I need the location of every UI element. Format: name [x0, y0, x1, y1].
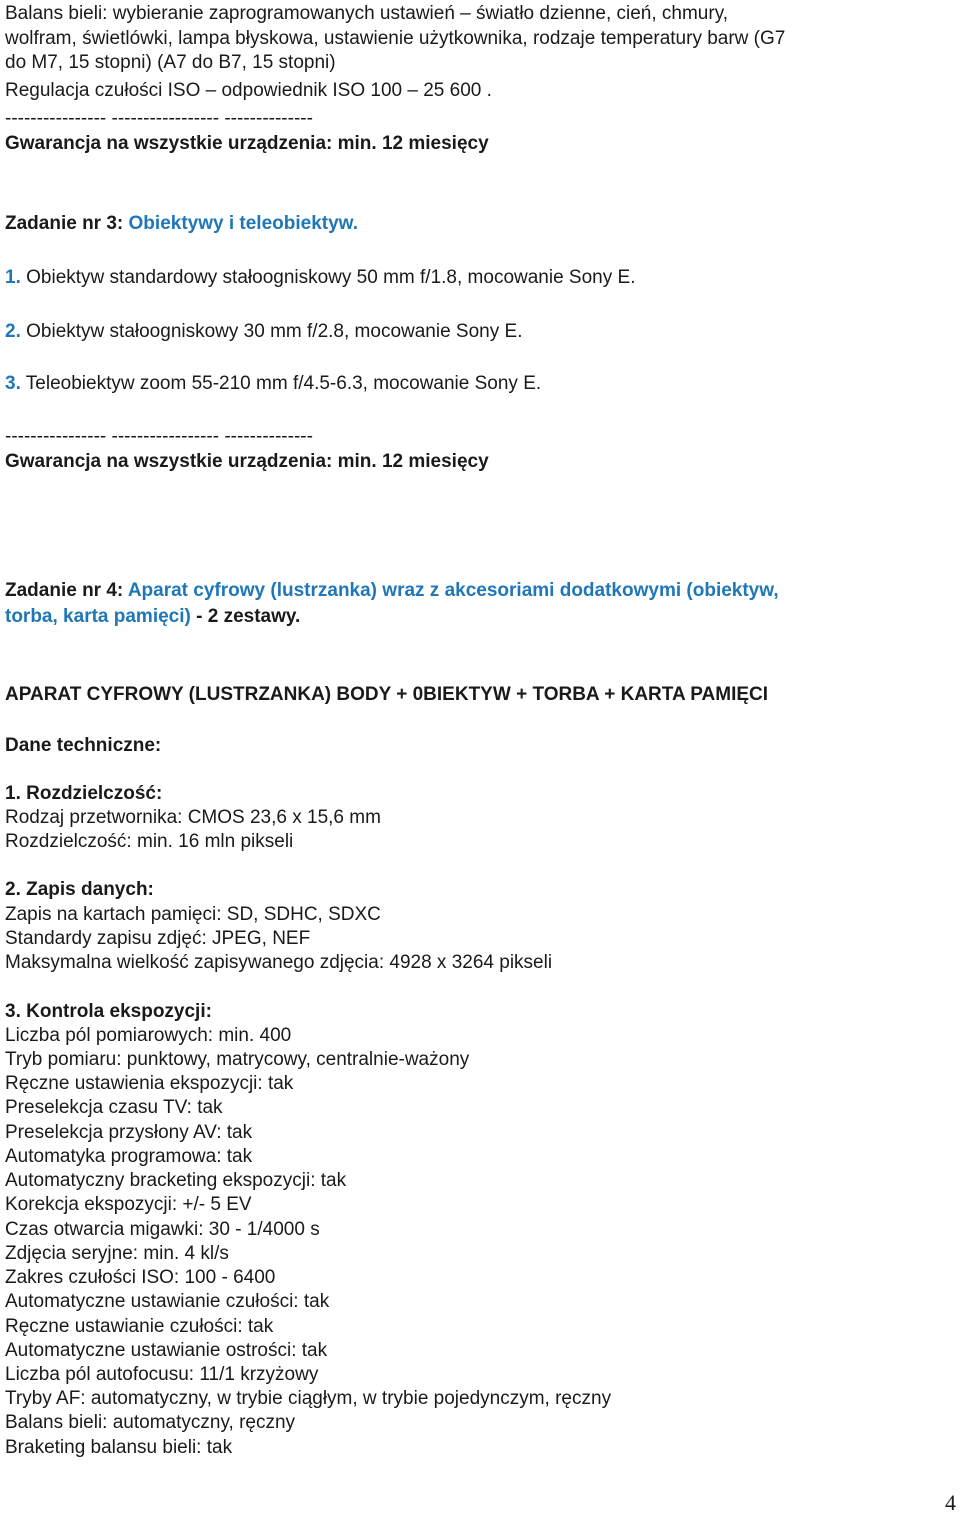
section-title: Rozdzielczość: [26, 783, 163, 804]
task3-label: Zadanie nr 3: [5, 213, 129, 234]
spec-line: Maksymalna wielkość zapisywanego zdjęcia: 4928 x 3264 pikseli [5, 952, 553, 973]
section-number: 3. [5, 1001, 27, 1022]
spec-line: Preselekcja czasu TV: tak [5, 1097, 223, 1118]
task3-item-2 [5, 320, 522, 344]
task3-item-text: Teleobiektyw zoom 55-210 mm f/4.5-6.3, mocowanie Sony E. [20, 373, 542, 394]
spec-line: Ręczne ustawienia ekspozycji: tak [5, 1073, 294, 1094]
task4-heading-line-1 [5, 579, 779, 603]
spec-line: Preselekcja przysłony AV: tak [5, 1122, 253, 1143]
spec-line: Tryby AF: automatyczny, w trybie ciągłym, w trybie pojedynczym, ręczny [5, 1388, 612, 1409]
section-title: Kontrola ekspozycji: [26, 1001, 212, 1022]
task4-label: Zadanie nr 4: [5, 580, 128, 601]
section-number: 2. [5, 879, 27, 900]
separator-2: ---------------- ----------------- -------------- [5, 426, 313, 447]
spec-line: Tryb pomiaru: punktowy, matrycowy, centralnie-ważony [5, 1049, 470, 1070]
spec-line: Rozdzielczość: min. 16 mln pikseli [5, 831, 294, 852]
section-3-title [5, 1000, 212, 1024]
spec-line: Braketing balansu bieli: tak [5, 1437, 233, 1458]
spec-line: Liczba pól pomiarowych: min. 400 [5, 1025, 292, 1046]
spec-line: Standardy zapisu zdjęć: JPEG, NEF [5, 928, 311, 949]
task3-item-number: 1. [5, 267, 21, 288]
task4-title-line-2: torba, karta pamięci) [5, 606, 191, 627]
spec-line: Automatyka programowa: tak [5, 1146, 253, 1167]
intro-line-1: Balans bieli: wybieranie zaprogramowanych ustawień – światło dzienne, cień, chmury, [5, 3, 729, 24]
spec-line: Czas otwarcia migawki: 30 - 1/4000 s [5, 1219, 320, 1240]
spec-line: Korekcja ekspozycji: +/- 5 EV [5, 1194, 252, 1215]
spec-line: Automatyczne ustawianie ostrości: tak [5, 1340, 328, 1361]
section-1-title [5, 782, 162, 806]
spec-line: Zapis na kartach pamięci: SD, SDHC, SDXC [5, 904, 381, 925]
task3-item-3 [5, 372, 541, 396]
spec-line: Zakres czułości ISO: 100 - 6400 [5, 1267, 276, 1288]
spec-line: Zdjęcia seryjne: min. 4 kl/s [5, 1243, 229, 1264]
page-number: 4 [945, 1490, 956, 1515]
task4-heading-line-2 [5, 605, 300, 629]
spec-line: Ręczne ustawianie czułości: tak [5, 1316, 274, 1337]
intro-line-2: wolfram, świetlówki, lampa błyskowa, ustawienie użytkownika, rodzaje temperatury barw (G7 [5, 28, 786, 49]
section-title: Zapis danych: [26, 879, 154, 900]
task4-suffix: - 2 zestawy. [190, 606, 301, 627]
task3-item-text: Obiektyw standardowy stałoogniskowy 50 mm f/1.8, mocowanie Sony E. [20, 267, 636, 288]
task4-title-line-1: Aparat cyfrowy (lustrzanka) wraz z akcesoriami dodatkowymi (obiektyw, [127, 580, 779, 601]
spec-line: Balans bieli: automatyczny, ręczny [5, 1412, 296, 1433]
task3-item-number: 2. [5, 321, 21, 342]
intro-line-3: do M7, 15 stopni) (A7 do B7, 15 stopni) [5, 52, 336, 73]
spec-line: Liczba pól autofocusu: 11/1 krzyżowy [5, 1364, 319, 1385]
spec-line: Automatyczne ustawianie czułości: tak [5, 1291, 330, 1312]
task3-title: Obiektywy i teleobiektyw. [128, 213, 359, 234]
task3-item-1 [5, 266, 635, 290]
warranty-note-2: Gwarancja na wszystkie urządzenia: min. 12 miesięcy [5, 451, 489, 472]
section-2-title [5, 878, 154, 902]
intro-line-4: Regulacja czułości ISO – odpowiednik ISO 100 – 25 600 . [5, 80, 492, 101]
tech-data-label: Dane techniczne: [5, 735, 162, 756]
task3-heading [5, 212, 358, 236]
spec-line: Rodzaj przetwornika: CMOS 23,6 x 15,6 mm [5, 807, 381, 828]
product-heading: APARAT CYFROWY (LUSTRZANKA) BODY + 0BIEKTYW + TORBA + KARTA PAMIĘCI [5, 684, 769, 705]
section-number: 1. [5, 783, 27, 804]
task3-item-text: Obiektyw stałoogniskowy 30 mm f/2.8, mocowanie Sony E. [20, 321, 523, 342]
separator-1: ---------------- ----------------- -------------- [5, 108, 313, 129]
task3-item-number: 3. [5, 373, 21, 394]
spec-line: Automatyczny bracketing ekspozycji: tak [5, 1170, 347, 1191]
warranty-note-1: Gwarancja na wszystkie urządzenia: min. 12 miesięcy [5, 133, 489, 154]
